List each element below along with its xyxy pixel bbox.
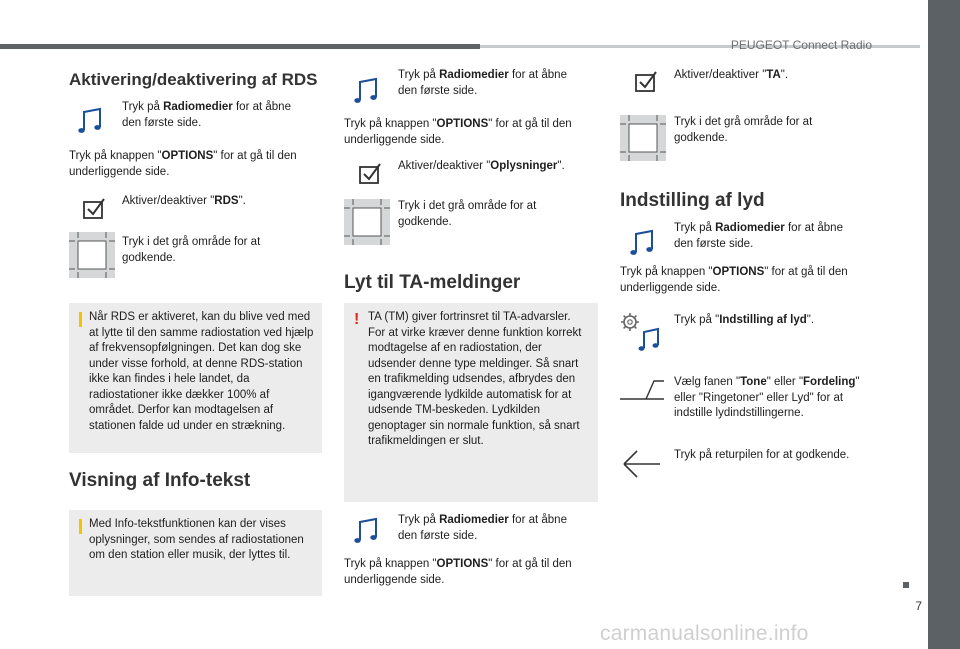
section-heading-info-text: Visning af Info-tekst	[69, 470, 251, 491]
checkbox-icon	[354, 158, 394, 198]
step-text: Tryk på knappen "OPTIONS" for at gå til den underliggende side.	[344, 558, 572, 586]
step-text: Tryk på knappen "OPTIONS" for at gå til den underliggende side.	[344, 118, 572, 146]
tab-icon	[620, 379, 664, 403]
checkbox-icon	[630, 66, 670, 106]
step-text: Tryk på Radiomedier for at åbne den første side.	[398, 69, 567, 97]
step-text: Tryk på Radiomedier for at åbne den første side.	[122, 101, 291, 129]
music-note-icon	[622, 224, 662, 264]
page-sidebar	[928, 0, 960, 649]
step-text: Tryk på returpilen for at godkende.	[674, 449, 850, 461]
music-note-icon	[70, 102, 110, 142]
step-text: Tryk i det grå område for at godkende.	[398, 200, 537, 228]
warning-marker: !	[354, 311, 360, 328]
grey-area-icon	[344, 199, 390, 245]
section-heading-sound: Indstilling af lyd	[620, 190, 765, 211]
checkbox-icon	[78, 193, 118, 233]
grey-area-icon	[69, 232, 115, 278]
step-text: Tryk i det grå område for at godkende.	[674, 116, 813, 144]
warning-box	[344, 303, 598, 502]
page-marker	[903, 582, 909, 588]
info-marker	[79, 312, 82, 327]
step-text: Tryk på Radiomedier for at åbne den første side.	[398, 514, 567, 542]
step-text: Vælg fanen "Tone" eller "Fordeling" eller "Ringetoner" eller Lyd" for at indstille lydindstillingerne.	[674, 376, 860, 419]
gear-music-icon	[620, 310, 664, 358]
step-text: Tryk i det grå område for at godkende.	[122, 236, 261, 264]
step-text: Tryk på Radiomedier for at åbne den første side.	[674, 222, 843, 250]
watermark: carmanualsonline.info	[600, 622, 809, 645]
info-box	[69, 510, 322, 596]
info-text: Når RDS er aktiveret, kan du blive ved med at lytte til den samme radiostation ved hjælp af frekvensopfølgningen. Det kan dog ske under visse forhold, at denne RDS-station ikke kan findes i hele landet, da radiostationer ikke dækker 100% af området. Derfor kan modtagelsen af stationen falde ud under en strækning.	[89, 311, 314, 432]
info-box	[69, 303, 322, 453]
section-heading-ta: Lyt til TA-meldinger	[344, 272, 521, 293]
music-note-icon	[346, 72, 386, 112]
step-text: Aktiver/deaktiver "TA".	[674, 69, 789, 81]
info-marker	[79, 519, 82, 534]
return-arrow-icon	[622, 447, 662, 481]
grey-area-icon	[620, 115, 666, 161]
step-text: Tryk på "Indstilling af lyd".	[674, 314, 815, 326]
section-heading-rds: Aktivering/deaktivering af RDS	[69, 70, 318, 89]
step-text: Tryk på knappen "OPTIONS" for at gå til den underliggende side.	[69, 150, 297, 178]
step-text: Tryk på knappen "OPTIONS" for at gå til den underliggende side.	[620, 266, 848, 294]
info-text: Med Info-tekstfunktionen kan der vises oplysninger, som sendes af radiostationen om den station eller musik, der lyttes til.	[89, 518, 304, 561]
warning-text: TA (TM) giver fortrinsret til TA-advarsler. For at virke kræver denne funktion korrekt modtagelse af en radiostation, der udsender denne type meldinger. Så snart en trafikmelding udsendes, afbrydes den igangværende lydkilde automatisk for at udsende TM-beskeden. Lydkilden genoptager sin normale funktion, så snart trafikmeldingen er slut.	[368, 311, 582, 447]
step-text: Aktiver/deaktiver "Oplysninger".	[398, 160, 565, 172]
music-note-icon	[346, 512, 386, 552]
page-number: 7	[915, 599, 922, 613]
header-title: PEUGEOT Connect Radio	[730, 38, 872, 52]
header-rule-dark	[0, 44, 480, 49]
step-text: Aktiver/deaktiver "RDS".	[122, 195, 246, 207]
